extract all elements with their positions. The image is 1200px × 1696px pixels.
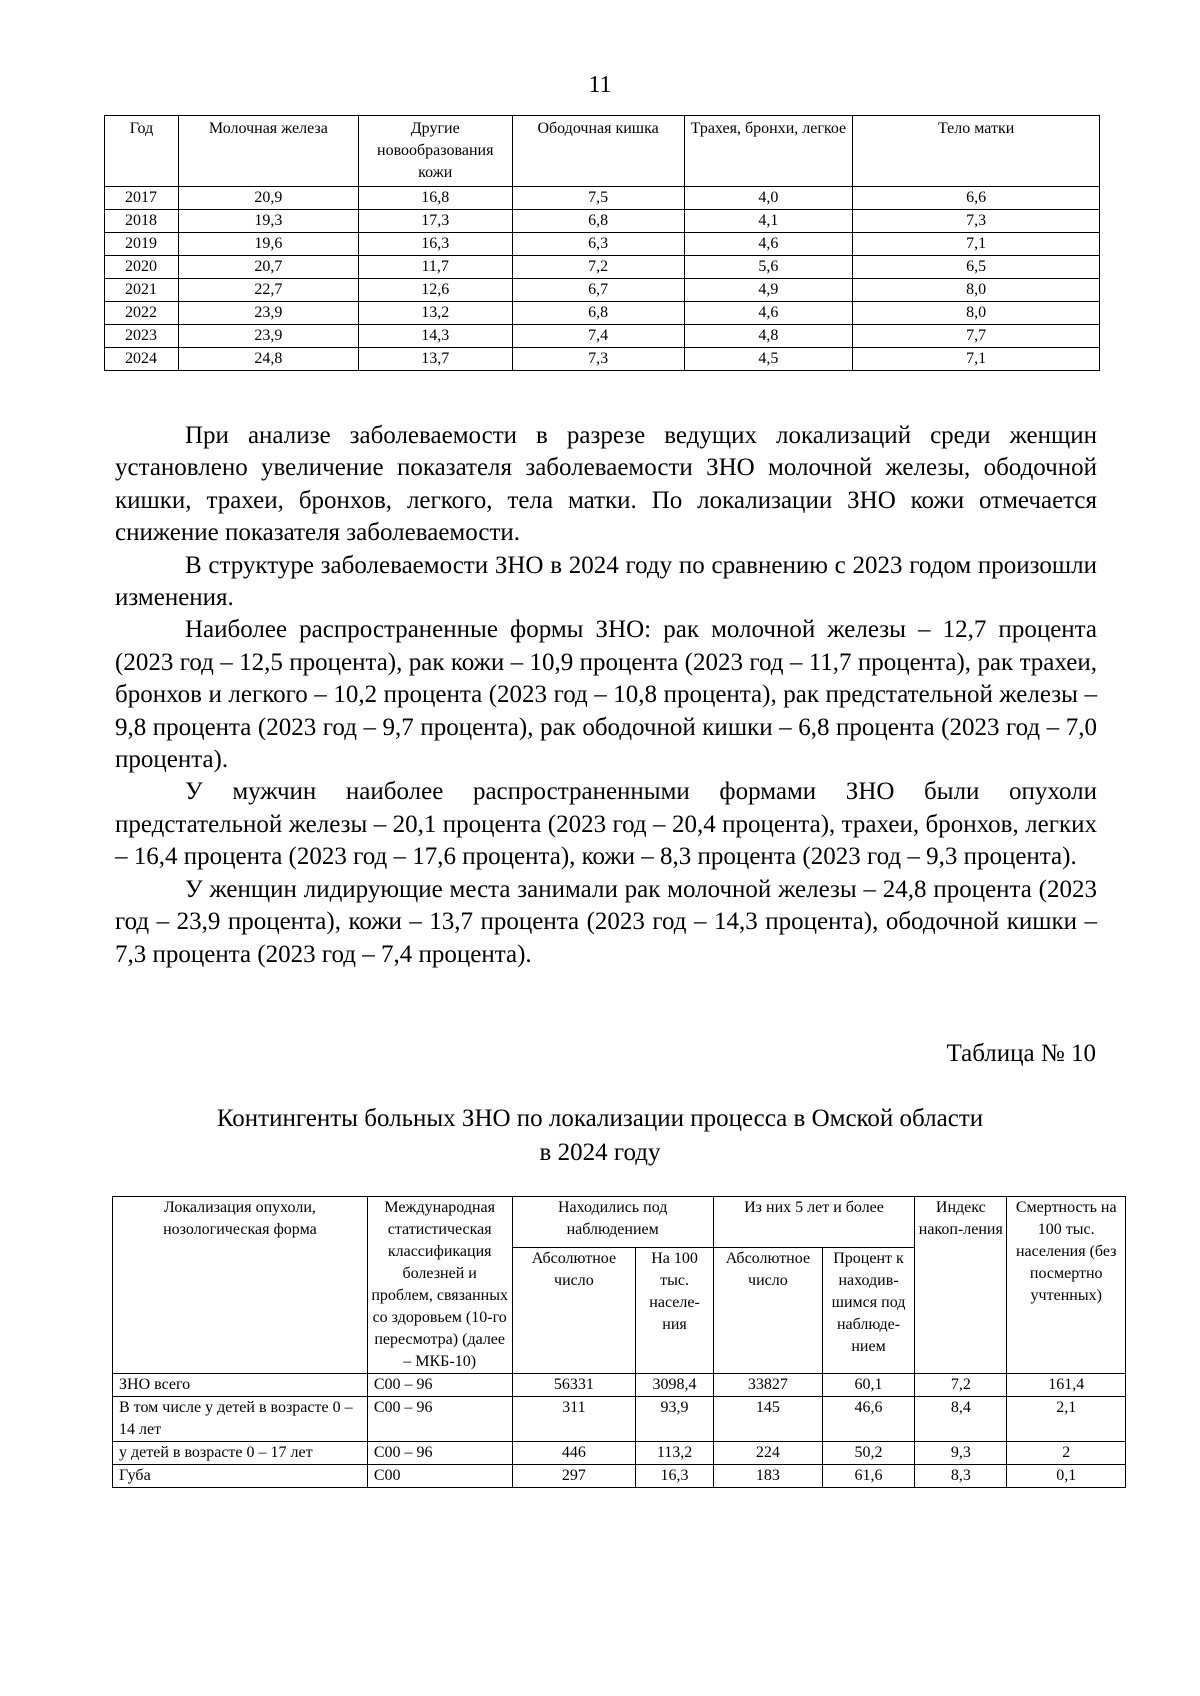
table-caption <box>0 1102 1200 1170</box>
icd-code-cell: С00 – 96 <box>367 1442 512 1465</box>
icd-code-cell: С00 <box>367 1465 512 1488</box>
year-cell: 2022 <box>105 302 179 325</box>
col-header-colon: Ободочная кишка <box>512 116 684 187</box>
year-cell: 2021 <box>105 279 179 302</box>
value-cell: 7,3 <box>853 210 1100 233</box>
value-cell: 8,3 <box>915 1465 1007 1488</box>
col-header-year: Год <box>105 116 179 187</box>
col-header-absolute: Абсолютное число <box>512 1248 636 1374</box>
body-text <box>115 420 1097 971</box>
col-header-skin: Другие новообразования кожи <box>358 116 512 187</box>
value-cell: 9,3 <box>915 1442 1007 1465</box>
value-cell: 311 <box>512 1397 636 1442</box>
value-cell: 16,8 <box>358 187 512 210</box>
value-cell: 145 <box>713 1397 822 1442</box>
value-cell: 0,1 <box>1007 1465 1126 1488</box>
table-caption-line: Контингенты больных ЗНО по локализации процесса в Омской области <box>216 1105 984 1132</box>
icd-code-cell: С00 – 96 <box>367 1374 512 1397</box>
value-cell: 16,3 <box>358 233 512 256</box>
value-cell: 7,2 <box>512 256 684 279</box>
localization-cell: В том числе у детей в возрасте 0 – 14 лет <box>113 1397 368 1442</box>
value-cell: 224 <box>713 1442 822 1465</box>
value-cell: 61,6 <box>822 1465 914 1488</box>
value-cell: 19,6 <box>178 233 358 256</box>
value-cell: 93,9 <box>636 1397 714 1442</box>
value-cell: 4,8 <box>684 325 853 348</box>
col-header-per100k: На 100 тыс. населе-ния <box>636 1248 714 1374</box>
value-cell: 6,6 <box>853 187 1100 210</box>
value-cell: 23,9 <box>178 325 358 348</box>
value-cell: 17,3 <box>358 210 512 233</box>
paragraph: При анализе заболеваемости в разрезе ведущих локализаций среди женщин установлено увеличение показателя заболеваемости ЗНО молочной железы, ободочной кишки, трахеи, бронхов, легкого, тела матки. По локализации ЗНО кожи отмечается снижение показателя заболеваемости. <box>115 422 1097 547</box>
value-cell: 7,4 <box>512 325 684 348</box>
table-row <box>113 1442 1126 1465</box>
value-cell: 8,0 <box>853 279 1100 302</box>
value-cell: 46,6 <box>822 1397 914 1442</box>
col-header-absolute-5y: Абсолютное число <box>713 1248 822 1374</box>
value-cell: 161,4 <box>1007 1374 1126 1397</box>
value-cell: 11,7 <box>358 256 512 279</box>
year-cell: 2020 <box>105 256 179 279</box>
value-cell: 12,6 <box>358 279 512 302</box>
col-header-percent: Процент к находив-шимся под наблюде-нием <box>822 1248 914 1374</box>
value-cell: 6,3 <box>512 233 684 256</box>
paragraph: Наиболее распространенные формы ЗНО: рак молочной железы – 12,7 процента (2023 год – 12,5 процента), рак кожи – 10,9 процента (2023 год – 11,7 процента), рак трахеи, бронхов и легкого – 10,2 процента (2023 год – 10,8 процента), рак предстательной железы – 9,8 процента (2023 год – 9,7 процента), рак ободочной кишки – 6,8 процента (2023 год – 7,0 процента). <box>115 616 1097 774</box>
year-cell: 2019 <box>105 233 179 256</box>
value-cell: 2 <box>1007 1442 1126 1465</box>
value-cell: 7,3 <box>512 348 684 371</box>
table-row <box>113 1465 1126 1488</box>
value-cell: 16,3 <box>636 1465 714 1488</box>
value-cell: 4,6 <box>684 233 853 256</box>
value-cell: 2,1 <box>1007 1397 1126 1442</box>
value-cell: 33827 <box>713 1374 822 1397</box>
value-cell: 6,8 <box>512 302 684 325</box>
value-cell: 13,7 <box>358 348 512 371</box>
value-cell: 60,1 <box>822 1374 914 1397</box>
col-header-icd: Международная статистическая классификация болезней и проблем, связанных со здоровьем (10-го пересмотра) (далее – МКБ-10) <box>367 1197 512 1374</box>
value-cell: 6,5 <box>853 256 1100 279</box>
table-row <box>105 325 1100 348</box>
value-cell: 4,5 <box>684 348 853 371</box>
table-row <box>105 302 1100 325</box>
table-row <box>105 256 1100 279</box>
value-cell: 183 <box>713 1465 822 1488</box>
value-cell: 22,7 <box>178 279 358 302</box>
value-cell: 4,1 <box>684 210 853 233</box>
value-cell: 24,8 <box>178 348 358 371</box>
value-cell: 6,7 <box>512 279 684 302</box>
col-header-5years: Из них 5 лет и более <box>713 1197 914 1248</box>
value-cell: 7,2 <box>915 1374 1007 1397</box>
paragraph: У мужчин наиболее распространенными формами ЗНО были опухоли предстательной железы – 20,1 процента (2023 год – 20,4 процента), трахеи, бронхов, легких – 16,4 процента (2023 год – 17,6 процента), кожи – 8,3 процента (2023 год – 9,3 процента). <box>115 778 1097 871</box>
value-cell: 3098,4 <box>636 1374 714 1397</box>
value-cell: 7,7 <box>853 325 1100 348</box>
col-header-breast: Молочная железа <box>178 116 358 187</box>
value-cell: 7,1 <box>853 348 1100 371</box>
value-cell: 297 <box>512 1465 636 1488</box>
table-row <box>105 279 1100 302</box>
localization-cell: у детей в возрасте 0 – 17 лет <box>113 1442 368 1465</box>
icd-code-cell: С00 – 96 <box>367 1397 512 1442</box>
table-row <box>113 1397 1126 1442</box>
table-header-row <box>105 116 1100 187</box>
value-cell: 446 <box>512 1442 636 1465</box>
value-cell: 19,3 <box>178 210 358 233</box>
localization-cell: Губа <box>113 1465 368 1488</box>
table-number: Таблица № 10 <box>946 1040 1096 1067</box>
col-header-mortality: Смертность на 100 тыс. населения (без посмертно учтенных) <box>1007 1197 1126 1374</box>
paragraph: В структуре заболеваемости ЗНО в 2024 году по сравнению с 2023 годом произошли изменения. <box>115 551 1097 612</box>
value-cell: 5,6 <box>684 256 853 279</box>
table-row <box>105 187 1100 210</box>
incidence-table <box>104 115 1100 371</box>
value-cell: 8,4 <box>915 1397 1007 1442</box>
year-cell: 2017 <box>105 187 179 210</box>
value-cell: 4,6 <box>684 302 853 325</box>
value-cell: 14,3 <box>358 325 512 348</box>
value-cell: 50,2 <box>822 1442 914 1465</box>
localization-cell: ЗНО всего <box>113 1374 368 1397</box>
page-number: 11 <box>588 72 612 98</box>
col-header-observed: Находились под наблюдением <box>512 1197 713 1248</box>
value-cell: 113,2 <box>636 1442 714 1465</box>
year-cell: 2018 <box>105 210 179 233</box>
table-row <box>105 348 1100 371</box>
paragraph: У женщин лидирующие места занимали рак молочной железы – 24,8 процента (2023 год – 23,9 процента), кожи – 13,7 процента (2023 год – 14,3 процента), ободочной кишки – 7,3 процента (2023 год – 7,4 процента). <box>115 875 1097 968</box>
table-row <box>113 1374 1126 1397</box>
value-cell: 6,8 <box>512 210 684 233</box>
col-header-lung: Трахея, бронхи, легкое <box>684 116 853 187</box>
table-caption-line: в 2024 году <box>539 1139 661 1166</box>
col-header-localization: Локализация опухоли, нозологическая форма <box>113 1197 368 1374</box>
value-cell: 7,1 <box>853 233 1100 256</box>
value-cell: 13,2 <box>358 302 512 325</box>
year-cell: 2023 <box>105 325 179 348</box>
value-cell: 4,9 <box>684 279 853 302</box>
value-cell: 7,5 <box>512 187 684 210</box>
value-cell: 56331 <box>512 1374 636 1397</box>
value-cell: 4,0 <box>684 187 853 210</box>
value-cell: 8,0 <box>853 302 1100 325</box>
col-header-uterus: Тело матки <box>853 116 1100 187</box>
col-header-index: Индекс накоп-ления <box>915 1197 1007 1374</box>
table-row <box>105 233 1100 256</box>
table-row <box>105 210 1100 233</box>
value-cell: 23,9 <box>178 302 358 325</box>
contingents-table <box>112 1196 1126 1488</box>
value-cell: 20,9 <box>178 187 358 210</box>
value-cell: 20,7 <box>178 256 358 279</box>
year-cell: 2024 <box>105 348 179 371</box>
table-header-row <box>113 1197 1126 1248</box>
